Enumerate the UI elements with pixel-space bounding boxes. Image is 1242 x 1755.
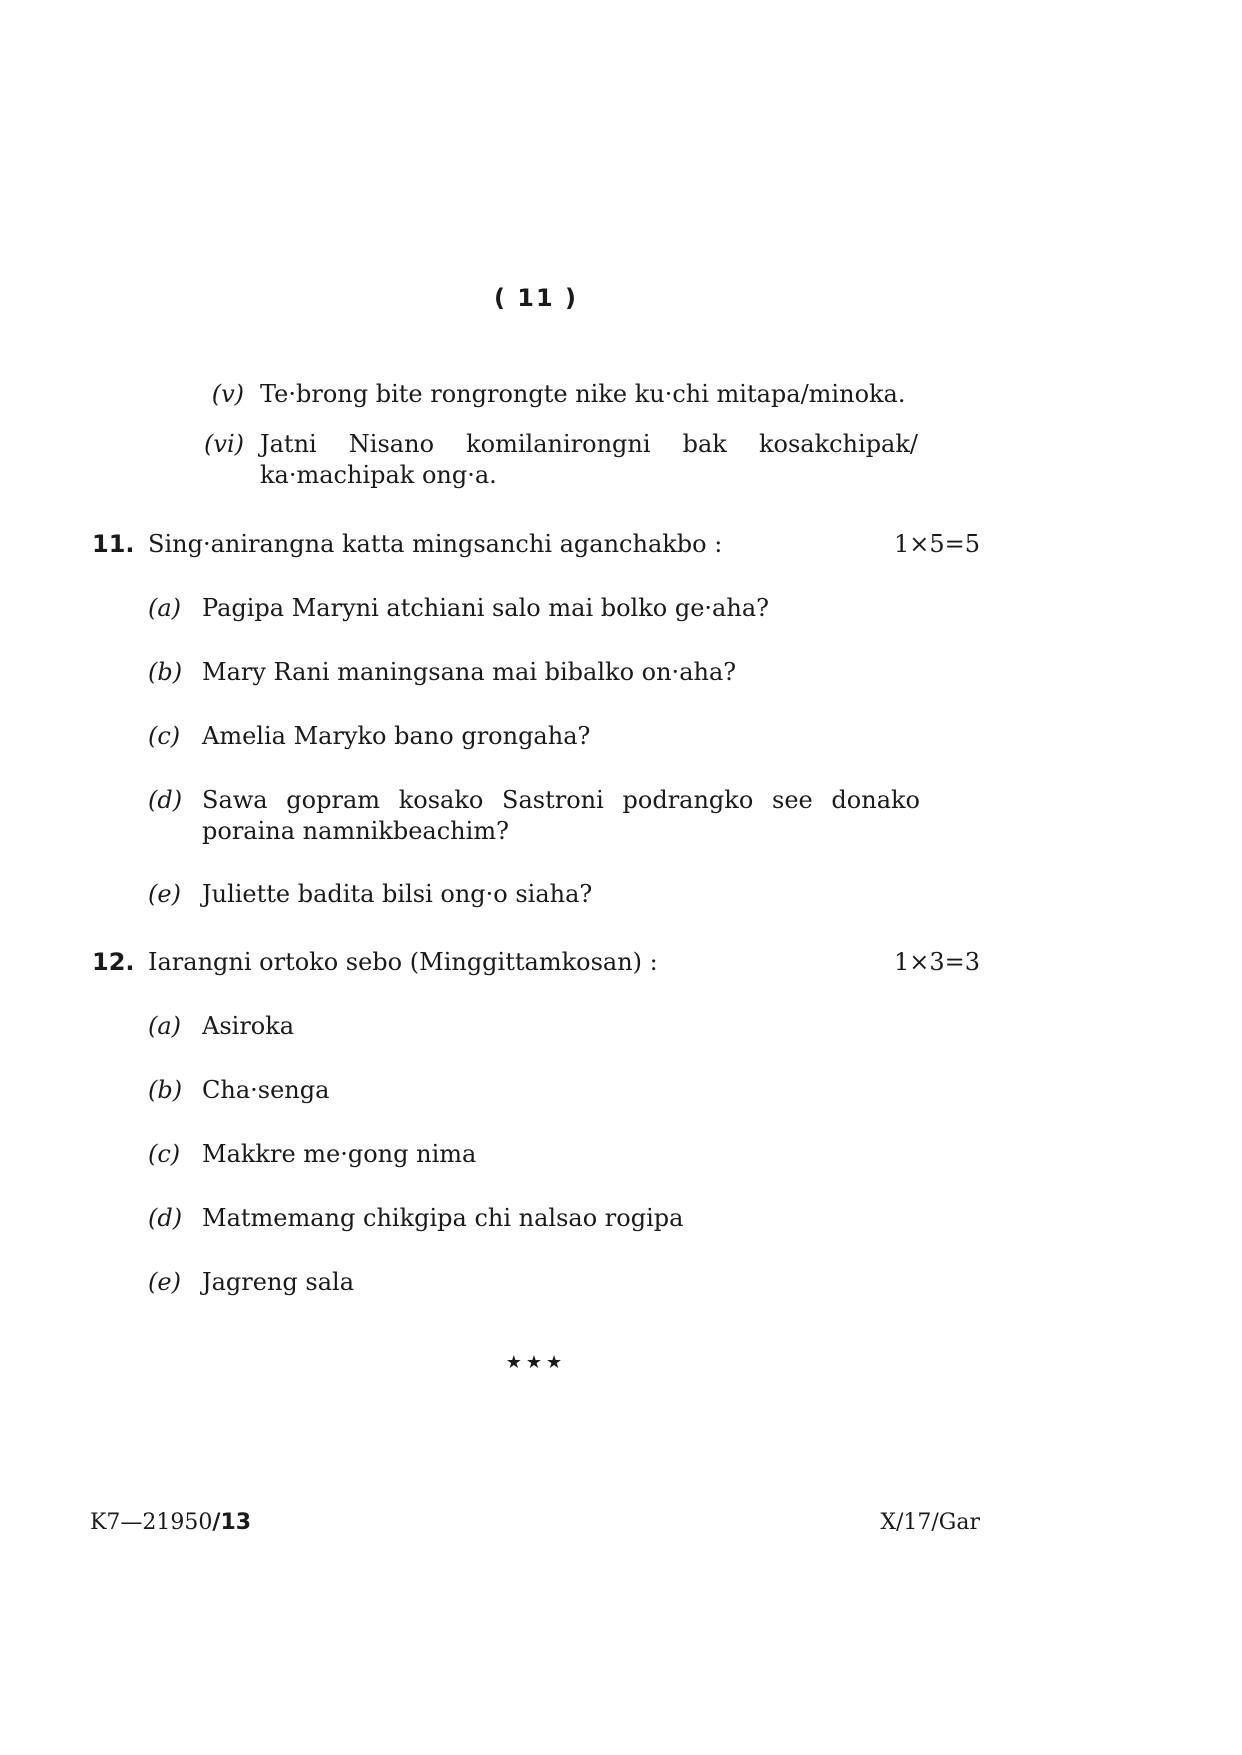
q11-label-d: (d): [148, 786, 183, 814]
q12-text-b: Cha·senga: [202, 1076, 330, 1104]
q11-label-b: (b): [148, 658, 183, 686]
footer-code: [90, 1508, 251, 1538]
end-mark-stars: ★★★: [505, 1352, 567, 1373]
question-12-number: 12.: [92, 948, 135, 976]
item-text-vi-line1: Jatni Nisano komilanirongni bak kosakchipak/: [260, 430, 918, 458]
q12-text-d: Matmemang chikgipa chi nalsao rogipa: [202, 1204, 684, 1232]
question-12-text: Iarangni ortoko sebo (Minggittamkosan) :: [148, 948, 658, 976]
item-text-v: Te·brong bite rongrongte nike ku·chi mitapa/minoka.: [260, 380, 906, 408]
question-11-marks: 1×5=5: [893, 530, 980, 558]
q12-text-a: Asiroka: [202, 1012, 295, 1040]
q11-text-e: Juliette badita bilsi ong·o siaha?: [202, 880, 593, 908]
question-12-marks: 1×3=3: [893, 948, 980, 976]
page-number: ( 11 ): [493, 284, 579, 312]
q12-label-d: (d): [148, 1204, 183, 1232]
q11-text-c: Amelia Maryko bano grongaha?: [202, 722, 591, 750]
q11-label-c: (c): [148, 722, 181, 750]
item-label-vi: (vi): [204, 430, 244, 458]
q12-text-e: Jagreng sala: [202, 1268, 355, 1296]
q11-text-a: Pagipa Maryni atchiani salo mai bolko ge·aha?: [202, 594, 769, 622]
q11-text-d-line2: poraina namnikbeachim?: [202, 817, 509, 845]
item-text-vi-line2: ka·machipak ong·a.: [260, 461, 497, 489]
q12-label-e: (e): [148, 1268, 181, 1296]
q12-label-a: (a): [148, 1012, 182, 1040]
question-11-number: 11.: [92, 530, 135, 558]
q11-label-e: (e): [148, 880, 181, 908]
footer-code-prefix: K7—21950: [90, 1510, 213, 1535]
question-11-text: Sing·anirangna katta mingsanchi aganchakbo :: [148, 530, 723, 558]
q11-text-b: Mary Rani maningsana mai bibalko on·aha?: [202, 658, 737, 686]
item-label-v: (v): [211, 380, 244, 408]
q12-label-c: (c): [148, 1140, 181, 1168]
q11-text-d-line1: Sawa gopram kosako Sastroni podrangko see donako: [202, 786, 920, 814]
footer-paper-code: X/17/Gar: [880, 1510, 980, 1535]
q12-label-b: (b): [148, 1076, 183, 1104]
q12-text-c: Makkre me·gong nima: [202, 1140, 477, 1168]
q11-label-a: (a): [148, 594, 182, 622]
footer-code-suffix: /13: [212, 1510, 252, 1535]
